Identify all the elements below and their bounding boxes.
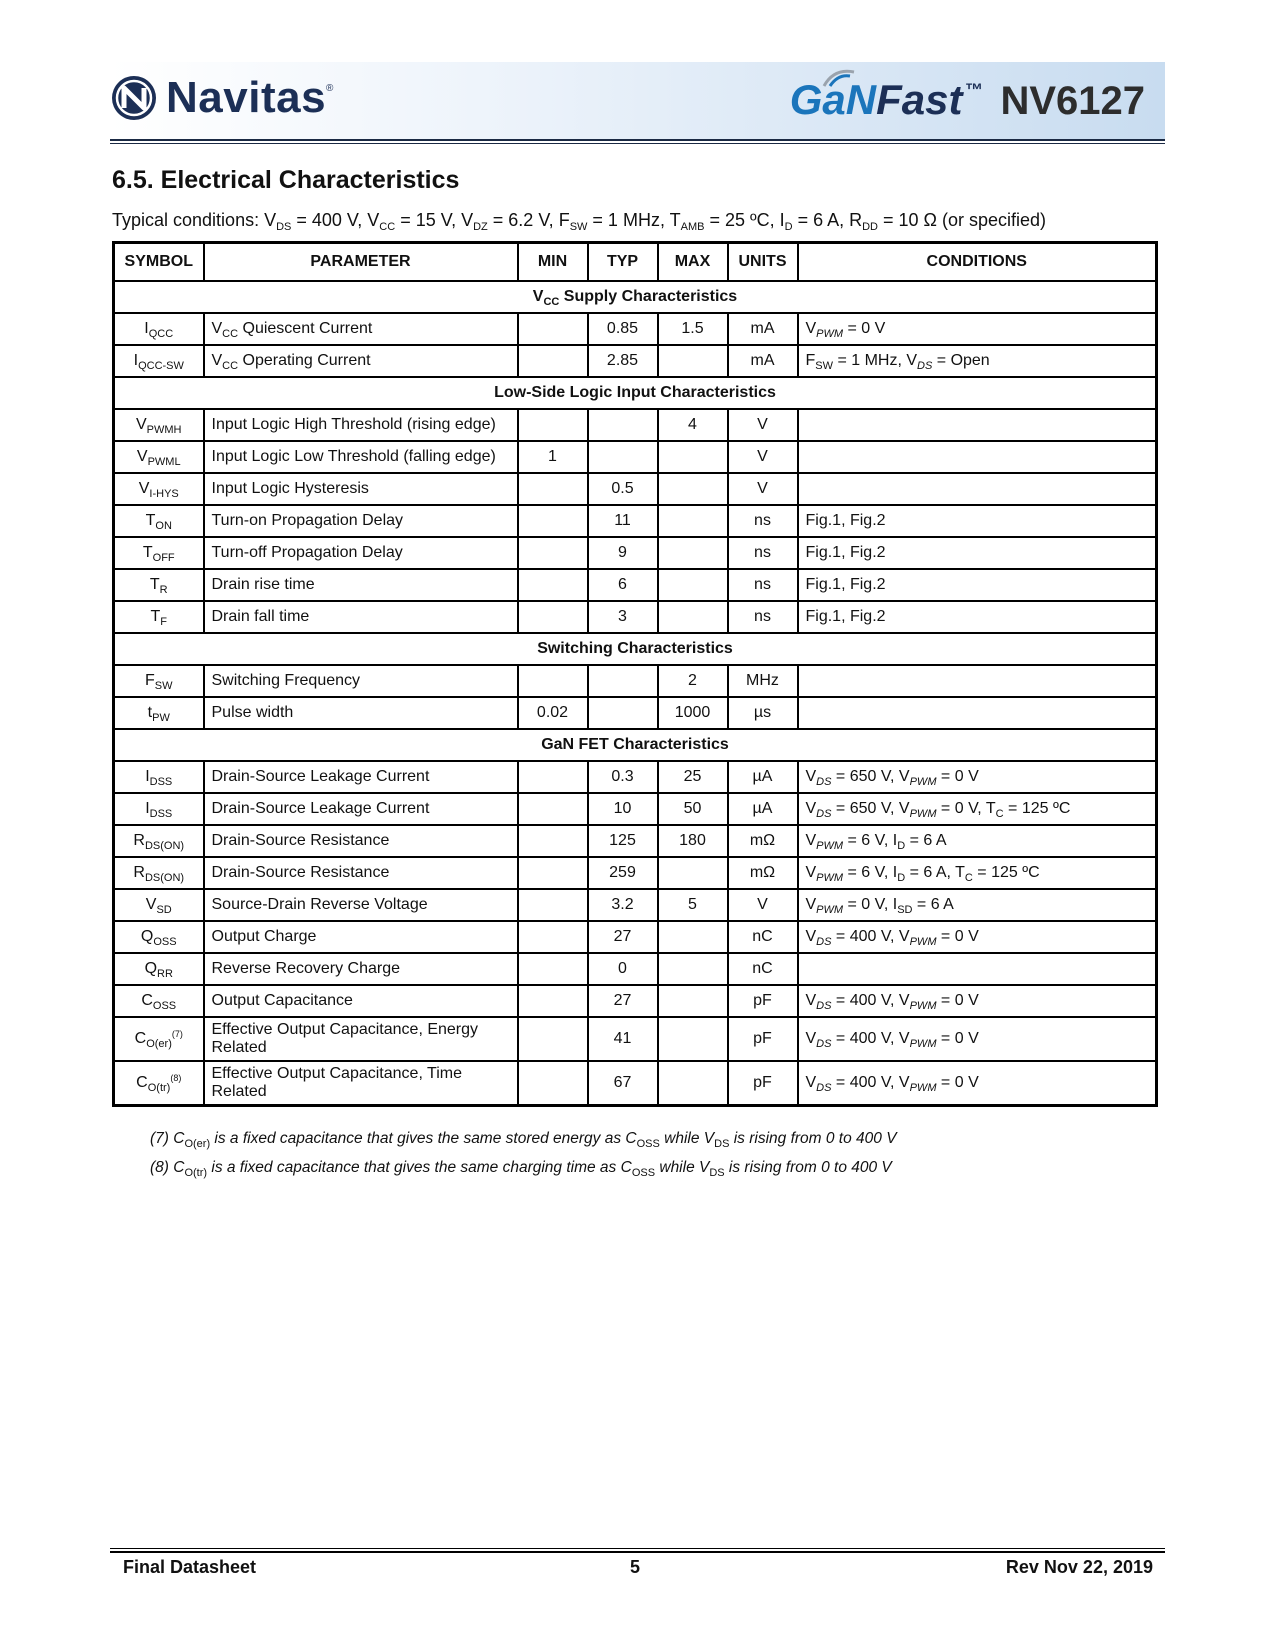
typ-cell	[588, 409, 658, 441]
symbol-cell: $V_{PWML}$	[114, 441, 204, 473]
max-cell	[658, 1017, 728, 1061]
symbol-cell: $Q_{RR}$	[114, 953, 204, 985]
min-cell	[518, 825, 588, 857]
header-typ: TYP	[588, 243, 658, 282]
typ-cell: 27	[588, 985, 658, 1017]
units-cell: pF	[728, 1061, 798, 1106]
max-cell: 5	[658, 889, 728, 921]
max-cell: 1.5	[658, 313, 728, 345]
swoosh-icon	[820, 66, 860, 88]
part-number: NV6127	[1000, 79, 1145, 123]
units-cell: nC	[728, 953, 798, 985]
min-cell	[518, 313, 588, 345]
typ-cell: 0.85	[588, 313, 658, 345]
conditions-cell: $V_{DS} = 400$ V, $V_{PWM} = 0$ V	[798, 921, 1157, 953]
min-cell: 1	[518, 441, 588, 473]
units-cell: V	[728, 889, 798, 921]
min-cell	[518, 985, 588, 1017]
footnote-8: (8) $C_{O(tr)}$ is a fixed capacitance that gives the same charging time as $C_{OSS}$ while $V_{DS}$ is rising from 0 to 400 V	[150, 1159, 892, 1179]
max-cell: 180	[658, 825, 728, 857]
header-max: MAX	[658, 243, 728, 282]
symbol-cell: $Q_{OSS}$	[114, 921, 204, 953]
conditions-cell: $V_{PWM} = 6$ V, $I_D = 6$ A, $T_C = 125$ ºC	[798, 857, 1157, 889]
group-header-row	[114, 281, 1157, 313]
group-title: Low-Side Logic Input Characteristics	[114, 377, 1157, 409]
conditions-cell	[798, 473, 1157, 505]
header-units: UNITS	[728, 243, 798, 282]
footer-doc-status: Final Datasheet	[123, 1557, 257, 1577]
header-symbol: SYMBOL	[114, 243, 204, 282]
symbol-cell: $F_{SW}$	[114, 665, 204, 697]
units-cell: mΩ	[728, 825, 798, 857]
typ-cell: 259	[588, 857, 658, 889]
units-cell: ns	[728, 537, 798, 569]
table-row	[114, 441, 1157, 473]
conditions-cell: Fig.1, Fig.2	[798, 601, 1157, 633]
parameter-cell: Effective Output Capacitance, Time Related	[204, 1061, 518, 1106]
units-cell: µA	[728, 761, 798, 793]
table-row	[114, 409, 1157, 441]
symbol-cell: $C_{OSS}$	[114, 985, 204, 1017]
parameter-cell: Drain fall time	[204, 601, 518, 633]
parameter-cell: Drain-Source Resistance	[204, 825, 518, 857]
min-cell	[518, 761, 588, 793]
table-row	[114, 761, 1157, 793]
footnote-7: (7) $C_{O(er)}$ is a fixed capacitance that gives the same stored energy as $C_{OSS}$ while $V_{DS}$ is rising from 0 to 400 V	[150, 1130, 897, 1150]
header-rule	[110, 139, 1165, 141]
typ-cell: 3	[588, 601, 658, 633]
table-row	[114, 1017, 1157, 1061]
parameter-cell: Turn-on Propagation Delay	[204, 505, 518, 537]
table-row	[114, 889, 1157, 921]
typ-cell: 0.3	[588, 761, 658, 793]
symbol-cell: $t_{PW}$	[114, 697, 204, 729]
conditions-cell: $V_{PWM} = 0$ V	[798, 313, 1157, 345]
units-cell: ns	[728, 505, 798, 537]
min-cell	[518, 953, 588, 985]
brand-fast: Fast	[876, 76, 963, 123]
typ-cell: 0.5	[588, 473, 658, 505]
table-header-row	[114, 243, 1157, 282]
units-cell: mΩ	[728, 857, 798, 889]
navitas-logo-icon	[110, 74, 158, 122]
conditions-cell	[798, 441, 1157, 473]
conditions-cell: $V_{DS} = 650$ V, $V_{PWM} = 0$ V, $T_C = 125$ ºC	[798, 793, 1157, 825]
min-cell	[518, 793, 588, 825]
navitas-logo	[110, 73, 333, 123]
ganfast-brand	[790, 76, 1145, 124]
header-parameter: PARAMETER	[204, 243, 518, 282]
table-row	[114, 825, 1157, 857]
conditions-cell: $F_{SW} = 1$ MHz, $V_{DS}$ = Open	[798, 345, 1157, 377]
symbol-cell: $T_F$	[114, 601, 204, 633]
typ-cell: 0	[588, 953, 658, 985]
min-cell	[518, 409, 588, 441]
conditions-cell: Fig.1, Fig.2	[798, 569, 1157, 601]
parameter-cell: Switching Frequency	[204, 665, 518, 697]
parameter-cell: Input Logic High Threshold (rising edge)	[204, 409, 518, 441]
table-row	[114, 857, 1157, 889]
typ-cell: 10	[588, 793, 658, 825]
parameter-cell: Pulse width	[204, 697, 518, 729]
table-row	[114, 473, 1157, 505]
parameter-cell: Reverse Recovery Charge	[204, 953, 518, 985]
section-title: 6.5. Electrical Characteristics	[112, 166, 460, 194]
max-cell	[658, 473, 728, 505]
symbol-cell: $V_{I-HYS}$	[114, 473, 204, 505]
typ-cell: 3.2	[588, 889, 658, 921]
min-cell: 0.02	[518, 697, 588, 729]
max-cell	[658, 985, 728, 1017]
brand-gan	[790, 76, 876, 124]
units-cell: V	[728, 441, 798, 473]
footer-page-number: 5	[630, 1557, 641, 1577]
symbol-cell: $R_{DS(ON)}$	[114, 825, 204, 857]
units-cell: pF	[728, 985, 798, 1017]
symbol-cell: $T_R$	[114, 569, 204, 601]
header-rule	[110, 143, 1165, 144]
units-cell: ns	[728, 569, 798, 601]
footer-rule	[110, 1551, 1165, 1553]
conditions-cell	[798, 409, 1157, 441]
parameter-cell: Input Logic Hysteresis	[204, 473, 518, 505]
typ-cell: 2.85	[588, 345, 658, 377]
conditions-cell: Fig.1, Fig.2	[798, 505, 1157, 537]
min-cell	[518, 857, 588, 889]
header-min: MIN	[518, 243, 588, 282]
max-cell	[658, 569, 728, 601]
symbol-cell: $C_{O(er)}^{(7)}$	[114, 1017, 204, 1061]
max-cell	[658, 857, 728, 889]
symbol-cell: $V_{PWMH}$	[114, 409, 204, 441]
units-cell: mA	[728, 313, 798, 345]
units-cell: V	[728, 473, 798, 505]
parameter-cell: Effective Output Capacitance, Energy Related	[204, 1017, 518, 1061]
min-cell	[518, 665, 588, 697]
group-header-row	[114, 377, 1157, 409]
conditions-cell	[798, 953, 1157, 985]
min-cell	[518, 1017, 588, 1061]
conditions-cell: $V_{DS} = 400$ V, $V_{PWM} = 0$ V	[798, 1061, 1157, 1106]
conditions-cell: $V_{DS} = 400$ V, $V_{PWM} = 0$ V	[798, 985, 1157, 1017]
parameter-cell: Drain-Source Leakage Current	[204, 761, 518, 793]
max-cell	[658, 953, 728, 985]
parameter-cell: Drain-Source Resistance	[204, 857, 518, 889]
units-cell: mA	[728, 345, 798, 377]
parameter-cell: Output Capacitance	[204, 985, 518, 1017]
parameter-cell: $V_{CC}$ Operating Current	[204, 345, 518, 377]
min-cell	[518, 537, 588, 569]
brand-gan-text: GaN	[789, 76, 877, 123]
max-cell	[658, 505, 728, 537]
typ-cell: 6	[588, 569, 658, 601]
max-cell	[658, 921, 728, 953]
conditions-cell	[798, 697, 1157, 729]
table-row	[114, 921, 1157, 953]
table-row	[114, 313, 1157, 345]
max-cell	[658, 1061, 728, 1106]
units-cell: pF	[728, 1017, 798, 1061]
footer-rule	[110, 1548, 1165, 1549]
max-cell: 2	[658, 665, 728, 697]
footer-revision: Rev Nov 22, 2019	[1005, 1557, 1153, 1577]
min-cell	[518, 345, 588, 377]
group-header-row	[114, 729, 1157, 761]
electrical-characteristics-table	[112, 241, 1158, 1107]
min-cell	[518, 889, 588, 921]
table-row	[114, 697, 1157, 729]
max-cell	[658, 441, 728, 473]
group-header-row	[114, 633, 1157, 665]
typ-cell	[588, 697, 658, 729]
brand-trademark: ™	[964, 80, 983, 100]
table-row	[114, 601, 1157, 633]
table-row	[114, 537, 1157, 569]
parameter-cell: Output Charge	[204, 921, 518, 953]
symbol-cell: $I_{DSS}$	[114, 761, 204, 793]
max-cell: 50	[658, 793, 728, 825]
conditions-cell: $V_{PWM} = 0$ V, $I_{SD} = 6$ A	[798, 889, 1157, 921]
parameter-cell: Drain rise time	[204, 569, 518, 601]
typ-cell: 67	[588, 1061, 658, 1106]
conditions-cell	[798, 665, 1157, 697]
typ-cell: 27	[588, 921, 658, 953]
table-row	[114, 953, 1157, 985]
conditions-cell: $V_{PWM} = 6$ V, $I_D = 6$ A	[798, 825, 1157, 857]
symbol-cell: $I_{DSS}$	[114, 793, 204, 825]
table-row	[114, 569, 1157, 601]
min-cell	[518, 1061, 588, 1106]
max-cell	[658, 345, 728, 377]
max-cell: 1000	[658, 697, 728, 729]
table-row	[114, 505, 1157, 537]
max-cell: 4	[658, 409, 728, 441]
logo-registered-mark: ®	[326, 82, 334, 94]
min-cell	[518, 921, 588, 953]
typ-cell	[588, 665, 658, 697]
parameter-cell: Source-Drain Reverse Voltage	[204, 889, 518, 921]
min-cell	[518, 569, 588, 601]
units-cell: V	[728, 409, 798, 441]
typ-cell	[588, 441, 658, 473]
symbol-cell: $I_{QCC}$	[114, 313, 204, 345]
table-body	[114, 281, 1157, 1106]
header-conditions: CONDITIONS	[798, 243, 1157, 282]
max-cell	[658, 601, 728, 633]
parameter-cell: Drain-Source Leakage Current	[204, 793, 518, 825]
symbol-cell: $C_{O(tr)}^{(8)}$	[114, 1061, 204, 1106]
units-cell: MHz	[728, 665, 798, 697]
max-cell	[658, 537, 728, 569]
typical-conditions: Typical conditions: $V_{DS} = 400$ V, $V_{CC} = 15$ V, $V_{DZ} = 6.2$ V, $F_{SW} = 1$ MHz, $T_{AMB} = 25$ ºC, $I_D = 6$ A, $R_{DD} = 10$ Ω (or specified)	[112, 210, 1047, 233]
symbol-cell: $I_{QCC-SW}$	[114, 345, 204, 377]
max-cell: 25	[658, 761, 728, 793]
parameter-cell: Input Logic Low Threshold (falling edge)	[204, 441, 518, 473]
table-row	[114, 985, 1157, 1017]
symbol-cell: $V_{SD}$	[114, 889, 204, 921]
typ-cell: 41	[588, 1017, 658, 1061]
parameter-cell: Turn-off Propagation Delay	[204, 537, 518, 569]
conditions-cell: $V_{DS} = 400$ V, $V_{PWM} = 0$ V	[798, 1017, 1157, 1061]
conditions-cell: Fig.1, Fig.2	[798, 537, 1157, 569]
min-cell	[518, 601, 588, 633]
units-cell: µs	[728, 697, 798, 729]
symbol-cell: $T_{OFF}$	[114, 537, 204, 569]
units-cell: nC	[728, 921, 798, 953]
typ-cell: 11	[588, 505, 658, 537]
typ-cell: 9	[588, 537, 658, 569]
table-row	[114, 665, 1157, 697]
table-row	[114, 1061, 1157, 1106]
symbol-cell: $T_{ON}$	[114, 505, 204, 537]
group-title: GaN FET Characteristics	[114, 729, 1157, 761]
min-cell	[518, 505, 588, 537]
units-cell: ns	[728, 601, 798, 633]
table-row	[114, 345, 1157, 377]
table-row	[114, 793, 1157, 825]
parameter-cell: $V_{CC}$ Quiescent Current	[204, 313, 518, 345]
group-title: Switching Characteristics	[114, 633, 1157, 665]
conditions-cell: $V_{DS} = 650$ V, $V_{PWM} = 0$ V	[798, 761, 1157, 793]
min-cell	[518, 473, 588, 505]
symbol-cell: $R_{DS(ON)}$	[114, 857, 204, 889]
logo-text: Navitas	[166, 73, 327, 122]
units-cell: µA	[728, 793, 798, 825]
typ-cell: 125	[588, 825, 658, 857]
group-title: $V_{CC}$ Supply Characteristics	[114, 281, 1157, 313]
